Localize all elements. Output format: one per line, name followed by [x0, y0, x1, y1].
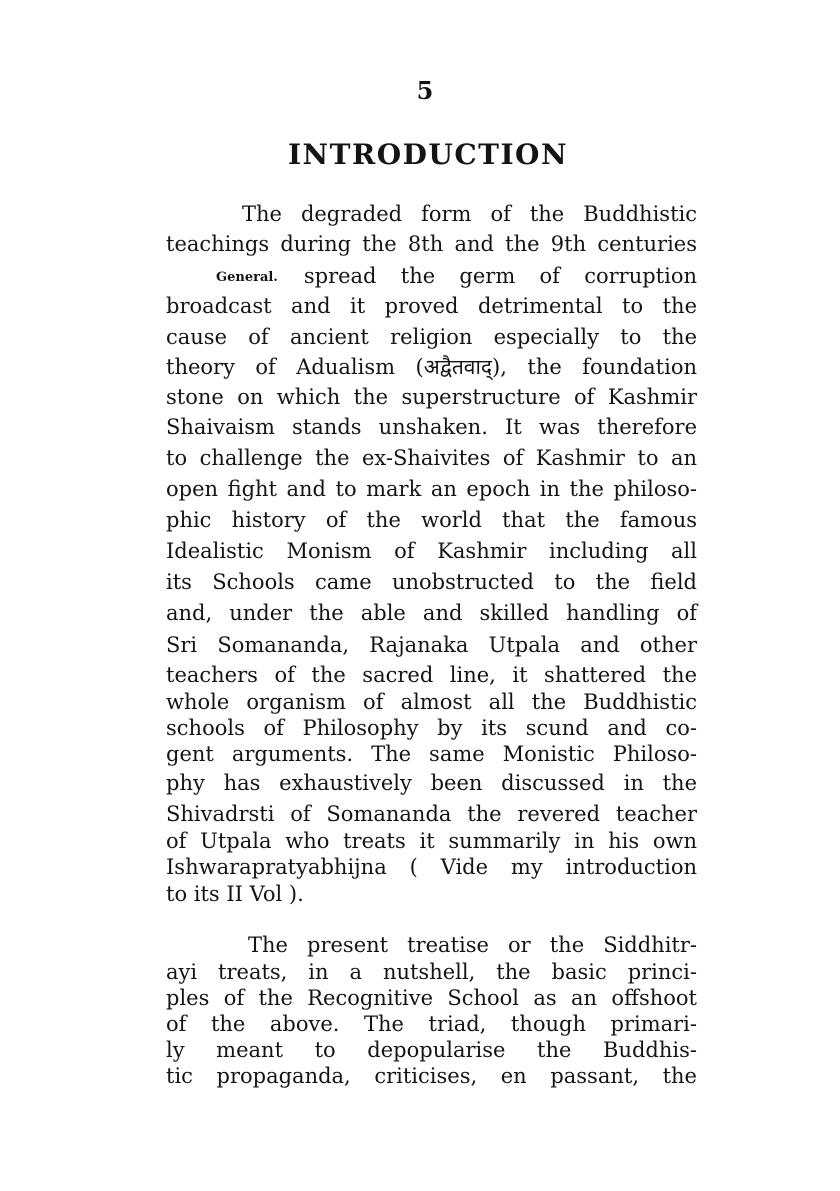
text-line: The degraded form of the Buddhistic	[242, 202, 697, 226]
text-line: Shivadrsti of Somananda the revered teacher	[166, 802, 697, 826]
page-title: INTRODUCTION	[287, 138, 569, 171]
text-line: whole organism of almost all the Buddhistic	[166, 690, 697, 714]
text-line: its Schools came unobstructed to the field	[166, 570, 697, 594]
text-line: ly meant to depopularise the Buddhis-	[166, 1038, 697, 1062]
text-line: The present treatise or the Siddhitr-	[248, 933, 697, 957]
text-line: of the above. The triad, though primari-	[166, 1012, 697, 1036]
text-line: teachings during the 8th and the 9th centuries	[166, 232, 697, 256]
text-line: cause of ancient religion especially to the	[166, 325, 697, 349]
text-line: phic history of the world that the famous	[166, 508, 697, 532]
text-line: ayi treats, in a nutshell, the basic princi-	[166, 960, 697, 984]
text-line: stone on which the superstructure of Kashmir	[166, 385, 697, 409]
text-line: ples of the Recognitive School as an offshoot	[166, 986, 697, 1010]
text-line: Idealistic Monism of Kashmir including all	[166, 539, 697, 563]
text-line-content: spread the germ of corruption	[303, 264, 697, 288]
text-line: and, under the able and skilled handling of	[166, 601, 697, 625]
text-line: gent arguments. The same Monistic Philoso-	[166, 742, 697, 766]
text-line-with-margin-note	[166, 263, 697, 289]
text-line: teachers of the sacred line, it shattered the	[166, 663, 697, 687]
text-line: open fight and to mark an epoch in the philoso-	[166, 477, 697, 501]
text-line: theory of Adualism (अद्वैतवाद्), the foundation	[166, 355, 697, 379]
text-line: Shaivaism stands unshaken. It was therefore	[166, 415, 697, 439]
text-line: Sri Somananda, Rajanaka Utpala and other	[166, 633, 697, 657]
text-line: Ishwarapratyabhijna ( Vide my introduction	[166, 855, 697, 879]
text-line: schools of Philosophy by its scund and co-	[166, 716, 697, 740]
margin-note: General.	[216, 270, 278, 285]
text-line: broadcast and it proved detrimental to the	[166, 294, 697, 318]
page-number: 5	[416, 76, 434, 105]
text-line: to its II Vol ).	[166, 882, 304, 906]
text-line: to challenge the ex-Shaivites of Kashmir to an	[166, 446, 697, 470]
text-line: tic propaganda, criticises, en passant, the	[166, 1064, 697, 1088]
text-line: of Utpala who treats it summarily in his own	[166, 829, 697, 853]
text-line: phy has exhaustively been discussed in the	[166, 771, 697, 795]
